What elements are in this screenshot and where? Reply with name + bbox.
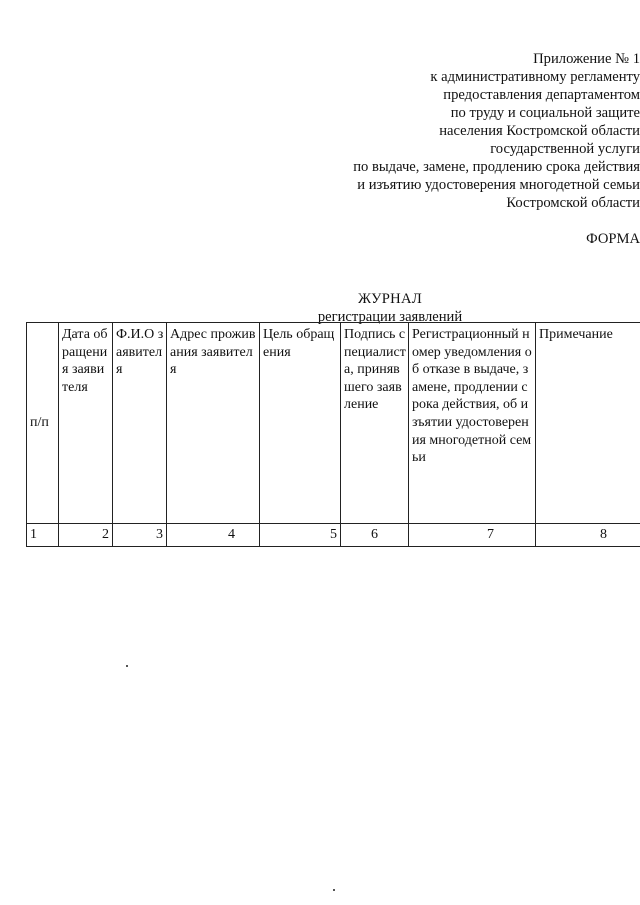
header-line: предоставления департаментом xyxy=(443,87,640,103)
journal-title: ЖУРНАЛ xyxy=(357,291,423,307)
appendix-header xyxy=(310,50,640,212)
header-cell-address: Адрес проживания заявителя xyxy=(167,323,260,524)
column-number-cell: 5 xyxy=(260,524,341,547)
column-number-cell: 3 xyxy=(113,524,167,547)
registration-journal-table xyxy=(26,322,640,547)
header-line: Приложение № 1 xyxy=(533,51,640,67)
header-line: по труду и социальной защите xyxy=(450,105,640,121)
header-cell-date: Дата обращения заявителя xyxy=(59,323,113,524)
table-header-row xyxy=(27,323,640,524)
column-number-cell: 6 xyxy=(341,524,409,547)
header-cell-purpose: Цель обращения xyxy=(260,323,341,524)
document-title xyxy=(290,290,490,326)
table-number-row xyxy=(27,524,640,547)
column-number-cell: 7 xyxy=(409,524,536,547)
form-label: ФОРМА xyxy=(586,231,640,247)
column-number-cell: 1 xyxy=(27,524,59,547)
journal-subtitle: регистрации заявлений xyxy=(317,309,463,325)
header-line: населения Костромской области xyxy=(439,123,640,139)
header-line: и изъятию удостоверения многодетной семьи xyxy=(357,177,640,193)
header-cell-number: п/п xyxy=(27,323,59,524)
header-line: к административному регламенту xyxy=(430,69,640,85)
column-number-cell: 8 xyxy=(536,524,640,547)
scan-speck xyxy=(126,665,128,667)
column-number-cell: 4 xyxy=(167,524,260,547)
header-line: государственной услуги xyxy=(490,141,640,157)
header-line: Костромской области xyxy=(506,195,640,211)
header-cell-name: Ф.И.О заявителя xyxy=(113,323,167,524)
header-cell-signature: Подпись специалиста, принявшего заявление xyxy=(341,323,409,524)
column-number-cell: 2 xyxy=(59,524,113,547)
header-line: по выдаче, замене, продлению срока действия xyxy=(353,159,640,175)
header-cell-note: Примечание xyxy=(536,323,640,524)
scan-speck xyxy=(333,889,335,891)
header-cell-registration-number: Регистрационный номер уведомления об отказе в выдаче, замене, продлении срока действия, об изъятии удостоверения многодетной семьи xyxy=(409,323,536,524)
